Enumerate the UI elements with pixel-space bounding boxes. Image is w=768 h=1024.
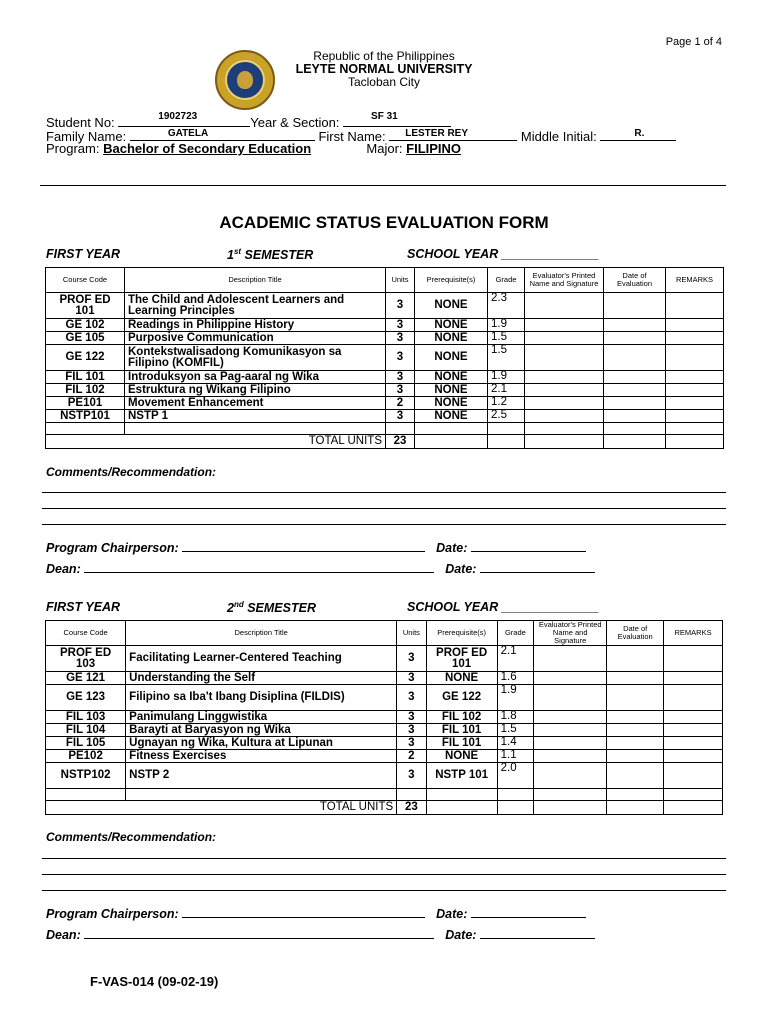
course-grade: 1.1 bbox=[497, 750, 534, 763]
table-row bbox=[46, 371, 724, 384]
course-prerequisite: NSTP 101 bbox=[426, 763, 497, 789]
course-code: PE101 bbox=[46, 397, 125, 410]
remarks-cell[interactable] bbox=[666, 332, 724, 345]
first-name-field[interactable] bbox=[389, 127, 517, 141]
table-row bbox=[46, 763, 723, 789]
evaluator-cell[interactable] bbox=[525, 345, 604, 371]
course-code: FIL 103 bbox=[46, 711, 126, 724]
col-evaluator: Evaluator's Printed Name and Signature bbox=[525, 268, 604, 293]
evaluator-cell[interactable] bbox=[534, 646, 607, 672]
col-course-code: Course Code bbox=[46, 621, 126, 646]
date-cell[interactable] bbox=[607, 724, 664, 737]
course-prerequisite: FIL 101 bbox=[426, 737, 497, 750]
evaluator-cell[interactable] bbox=[534, 672, 607, 685]
table-row bbox=[46, 397, 724, 410]
course-grade: 1.5 bbox=[488, 332, 525, 345]
course-units: 3 bbox=[397, 711, 426, 724]
sem1-semester: 1st SEMESTER bbox=[227, 247, 314, 263]
table-row bbox=[46, 646, 723, 672]
date-cell[interactable] bbox=[604, 371, 666, 384]
evaluator-cell[interactable] bbox=[534, 685, 607, 711]
evaluator-cell[interactable] bbox=[525, 371, 604, 384]
sem2-course-table bbox=[45, 620, 723, 815]
col-units: Units bbox=[386, 268, 415, 293]
course-grade: 1.8 bbox=[497, 711, 534, 724]
total-units-label: TOTAL UNITS bbox=[126, 801, 397, 815]
course-description: Barayti at Baryasyon ng Wika bbox=[126, 724, 397, 737]
col-remarks: REMARKS bbox=[666, 268, 724, 293]
chairperson-signature-field[interactable] bbox=[182, 905, 425, 918]
course-code: PE102 bbox=[46, 750, 126, 763]
university-city: Tacloban City bbox=[347, 75, 421, 89]
course-units: 3 bbox=[386, 293, 415, 319]
course-prerequisite: NONE bbox=[415, 384, 488, 397]
sem2-comments-label: Comments/Recommendation: bbox=[46, 830, 217, 844]
sem1-course-table bbox=[45, 267, 724, 449]
date-cell[interactable] bbox=[607, 737, 664, 750]
comment-line[interactable] bbox=[42, 524, 726, 525]
date-cell[interactable] bbox=[604, 319, 666, 332]
course-code: GE 121 bbox=[46, 672, 126, 685]
chairperson-label: Program Chairperson: bbox=[46, 541, 179, 555]
date-cell[interactable] bbox=[604, 397, 666, 410]
course-description: Movement Enhancement bbox=[125, 397, 386, 410]
total-units-value: 23 bbox=[386, 435, 415, 449]
course-prerequisite: NONE bbox=[426, 750, 497, 763]
table-row bbox=[46, 345, 724, 371]
course-units: 3 bbox=[397, 646, 426, 672]
col-course-code: Course Code bbox=[46, 268, 125, 293]
course-prerequisite: GE 122 bbox=[426, 685, 497, 711]
col-grade: Grade bbox=[488, 268, 525, 293]
course-code: NSTP101 bbox=[46, 410, 125, 423]
col-description: Description Title bbox=[125, 268, 386, 293]
table-row bbox=[46, 711, 723, 724]
col-prerequisite: Prerequisite(s) bbox=[426, 621, 497, 646]
col-remarks: REMARKS bbox=[664, 621, 723, 646]
course-grade: 1.6 bbox=[497, 672, 534, 685]
divider bbox=[40, 185, 726, 186]
first-name-label: First Name: bbox=[318, 129, 386, 144]
family-name-label: Family Name: bbox=[46, 129, 127, 144]
course-grade: 2.0 bbox=[497, 763, 534, 789]
course-grade: 2.3 bbox=[488, 293, 525, 319]
remarks-cell[interactable] bbox=[664, 750, 723, 763]
course-grade: 2.1 bbox=[497, 646, 534, 672]
page-number: Page 1 of 4 bbox=[665, 36, 722, 48]
date-cell[interactable] bbox=[604, 293, 666, 319]
date-cell[interactable] bbox=[607, 711, 664, 724]
form-code: F-VAS-014 (09-02-19) bbox=[90, 974, 219, 989]
chairperson-date-field[interactable] bbox=[471, 539, 586, 552]
middle-initial-label: Middle Initial: bbox=[520, 129, 597, 144]
remarks-cell[interactable] bbox=[664, 724, 723, 737]
major-label: Major: bbox=[366, 141, 403, 156]
course-grade: 2.1 bbox=[488, 384, 525, 397]
dean-signature-field[interactable] bbox=[84, 926, 434, 939]
course-units: 3 bbox=[386, 319, 415, 332]
sem2-chairperson-line bbox=[46, 905, 586, 921]
course-code: PROF ED 103 bbox=[46, 646, 126, 672]
evaluator-cell[interactable] bbox=[534, 750, 607, 763]
remarks-cell[interactable] bbox=[664, 685, 723, 711]
student-no-value: 1902723 bbox=[158, 111, 198, 122]
course-description: Panimulang Linggwistika bbox=[126, 711, 397, 724]
comment-line[interactable] bbox=[42, 492, 726, 493]
course-grade: 2.5 bbox=[488, 410, 525, 423]
evaluator-cell[interactable] bbox=[525, 397, 604, 410]
course-prerequisite: FIL 101 bbox=[426, 724, 497, 737]
sem2-school-year: SCHOOL YEAR ______________ bbox=[407, 600, 600, 614]
program-value: Bachelor of Secondary Education bbox=[103, 141, 312, 156]
course-code: GE 123 bbox=[46, 685, 126, 711]
course-prerequisite: NONE bbox=[415, 345, 488, 371]
date-cell[interactable] bbox=[607, 763, 664, 789]
chairperson-date-field[interactable] bbox=[471, 905, 586, 918]
course-prerequisite: NONE bbox=[415, 410, 488, 423]
family-name-value: GATELA bbox=[167, 128, 209, 139]
student-no-field[interactable] bbox=[118, 113, 250, 127]
col-grade: Grade bbox=[497, 621, 534, 646]
total-units-label: TOTAL UNITS bbox=[125, 435, 386, 449]
course-prerequisite: NONE bbox=[415, 371, 488, 384]
program-label: Program: bbox=[46, 141, 100, 156]
table-row bbox=[46, 737, 723, 750]
dean-label: Dean: bbox=[46, 928, 81, 942]
sem2-header-row bbox=[46, 621, 723, 646]
dean-label: Dean: bbox=[46, 562, 81, 576]
course-units: 2 bbox=[397, 750, 426, 763]
sem1-year: FIRST YEAR bbox=[46, 247, 121, 261]
program-line bbox=[46, 141, 461, 156]
date-cell[interactable] bbox=[607, 750, 664, 763]
course-code: FIL 105 bbox=[46, 737, 126, 750]
evaluator-cell[interactable] bbox=[534, 763, 607, 789]
course-grade: 1.5 bbox=[497, 724, 534, 737]
course-prerequisite: FIL 102 bbox=[426, 711, 497, 724]
course-code: GE 105 bbox=[46, 332, 125, 345]
col-evaluator: Evaluator's Printed Name and Signature bbox=[534, 621, 607, 646]
course-units: 3 bbox=[386, 371, 415, 384]
course-code: FIL 101 bbox=[46, 371, 125, 384]
course-units: 3 bbox=[386, 345, 415, 371]
evaluator-cell[interactable] bbox=[534, 724, 607, 737]
sem2-year: FIRST YEAR bbox=[46, 600, 121, 614]
remarks-cell[interactable] bbox=[666, 371, 724, 384]
comment-line[interactable] bbox=[42, 890, 726, 891]
col-units: Units bbox=[397, 621, 426, 646]
year-section-value: SF 31 bbox=[371, 111, 398, 122]
course-description: Kontekstwalisadong Komunikasyon sa Filipino (KOMFIL) bbox=[125, 345, 386, 371]
comment-line[interactable] bbox=[42, 858, 726, 859]
table-row-empty bbox=[46, 423, 724, 435]
course-grade: 1.2 bbox=[488, 397, 525, 410]
table-row bbox=[46, 319, 724, 332]
course-description: Fitness Exercises bbox=[126, 750, 397, 763]
first-name-value: LESTER REY bbox=[405, 128, 469, 139]
comment-line[interactable] bbox=[42, 508, 726, 509]
chairperson-label: Program Chairperson: bbox=[46, 907, 179, 921]
course-description: Understanding the Self bbox=[126, 672, 397, 685]
course-units: 3 bbox=[397, 685, 426, 711]
evaluator-cell[interactable] bbox=[534, 737, 607, 750]
course-prerequisite: NONE bbox=[415, 319, 488, 332]
course-grade: 1.9 bbox=[488, 371, 525, 384]
date-cell[interactable] bbox=[604, 384, 666, 397]
table-row bbox=[46, 685, 723, 711]
date-cell[interactable] bbox=[604, 410, 666, 423]
course-prerequisite: NONE bbox=[415, 293, 488, 319]
course-description: Readings in Philippine History bbox=[125, 319, 386, 332]
year-section-label: Year & Section: bbox=[250, 115, 340, 130]
course-code: GE 122 bbox=[46, 345, 125, 371]
course-units: 3 bbox=[397, 737, 426, 750]
form-title: ACADEMIC STATUS EVALUATION FORM bbox=[219, 213, 549, 232]
course-units: 3 bbox=[386, 332, 415, 345]
course-code: FIL 102 bbox=[46, 384, 125, 397]
date-label: Date: bbox=[436, 907, 468, 921]
student-no-label: Student No: bbox=[46, 115, 115, 130]
evaluator-cell[interactable] bbox=[525, 293, 604, 319]
col-prerequisite: Prerequisite(s) bbox=[415, 268, 488, 293]
chairperson-signature-field[interactable] bbox=[182, 539, 425, 552]
sem1-dean-line bbox=[46, 560, 595, 576]
course-units: 2 bbox=[386, 397, 415, 410]
table-row bbox=[46, 384, 724, 397]
university-name: LEYTE NORMAL UNIVERSITY bbox=[295, 62, 473, 76]
year-section-field[interactable] bbox=[343, 113, 451, 127]
remarks-cell[interactable] bbox=[666, 384, 724, 397]
evaluator-cell[interactable] bbox=[525, 319, 604, 332]
date-cell[interactable] bbox=[607, 646, 664, 672]
evaluator-cell[interactable] bbox=[534, 711, 607, 724]
remarks-cell[interactable] bbox=[666, 410, 724, 423]
date-cell[interactable] bbox=[607, 672, 664, 685]
sem1-school-year: SCHOOL YEAR ______________ bbox=[407, 247, 600, 261]
remarks-cell[interactable] bbox=[666, 397, 724, 410]
course-code: NSTP102 bbox=[46, 763, 126, 789]
col-date-of-evaluation: Date of Evaluation bbox=[604, 268, 666, 293]
evaluator-cell[interactable] bbox=[525, 332, 604, 345]
remarks-cell[interactable] bbox=[664, 737, 723, 750]
remarks-cell[interactable] bbox=[664, 763, 723, 789]
total-row bbox=[46, 435, 724, 449]
dean-date-field[interactable] bbox=[480, 560, 595, 573]
sem2-dean-line bbox=[46, 926, 595, 942]
course-code: GE 102 bbox=[46, 319, 125, 332]
table-row-empty bbox=[46, 789, 723, 801]
dean-signature-field[interactable] bbox=[84, 560, 434, 573]
remarks-cell[interactable] bbox=[664, 672, 723, 685]
course-description: Ugnayan ng Wika, Kultura at Lipunan bbox=[126, 737, 397, 750]
remarks-cell[interactable] bbox=[664, 646, 723, 672]
sem1-chairperson-line bbox=[46, 539, 586, 555]
course-units: 3 bbox=[386, 410, 415, 423]
sem1-header-row bbox=[46, 268, 724, 293]
evaluator-cell[interactable] bbox=[525, 384, 604, 397]
table-row bbox=[46, 410, 724, 423]
middle-initial-value: R. bbox=[634, 128, 645, 139]
date-cell[interactable] bbox=[607, 685, 664, 711]
course-units: 3 bbox=[386, 384, 415, 397]
total-row bbox=[46, 801, 723, 815]
col-date-of-evaluation: Date of Evaluation bbox=[607, 621, 664, 646]
course-description: Introduksyon sa Pag-aaral ng Wika bbox=[125, 371, 386, 384]
course-code: FIL 104 bbox=[46, 724, 126, 737]
date-label: Date: bbox=[445, 562, 477, 576]
table-row bbox=[46, 724, 723, 737]
course-prerequisite: NONE bbox=[415, 397, 488, 410]
course-grade: 1.5 bbox=[488, 345, 525, 371]
remarks-cell[interactable] bbox=[666, 319, 724, 332]
family-name-field[interactable] bbox=[130, 127, 315, 141]
sem2-semester: 2nd SEMESTER bbox=[227, 600, 316, 616]
course-units: 3 bbox=[397, 724, 426, 737]
date-cell[interactable] bbox=[604, 345, 666, 371]
remarks-cell[interactable] bbox=[666, 293, 724, 319]
course-prerequisite: NONE bbox=[415, 332, 488, 345]
remarks-cell[interactable] bbox=[664, 711, 723, 724]
course-prerequisite: PROF ED 101 bbox=[426, 646, 497, 672]
table-row bbox=[46, 672, 723, 685]
date-label: Date: bbox=[436, 541, 468, 555]
comment-line[interactable] bbox=[42, 874, 726, 875]
course-grade: 1.9 bbox=[488, 319, 525, 332]
course-code: PROF ED 101 bbox=[46, 293, 125, 319]
course-description: Estruktura ng Wikang Filipino bbox=[125, 384, 386, 397]
sem1-comments-label: Comments/Recommendation: bbox=[46, 465, 217, 479]
course-description: Purposive Communication bbox=[125, 332, 386, 345]
course-description: NSTP 1 bbox=[125, 410, 386, 423]
republic-line: Republic of the Philippines bbox=[313, 49, 455, 63]
course-description: Facilitating Learner-Centered Teaching bbox=[126, 646, 397, 672]
course-units: 3 bbox=[397, 763, 426, 789]
major-value: FILIPINO bbox=[406, 141, 462, 156]
course-prerequisite: NONE bbox=[426, 672, 497, 685]
total-units-value: 23 bbox=[397, 801, 426, 815]
col-description: Description Title bbox=[126, 621, 397, 646]
date-label: Date: bbox=[445, 928, 477, 942]
evaluator-cell[interactable] bbox=[525, 410, 604, 423]
course-units: 3 bbox=[397, 672, 426, 685]
course-grade: 1.9 bbox=[497, 685, 534, 711]
remarks-cell[interactable] bbox=[666, 345, 724, 371]
table-row bbox=[46, 332, 724, 345]
middle-initial-field[interactable] bbox=[600, 127, 676, 141]
course-description: NSTP 2 bbox=[126, 763, 397, 789]
table-row bbox=[46, 750, 723, 763]
course-description: Filipino sa Iba't Ibang Disiplina (FILDIS) bbox=[126, 685, 397, 711]
course-grade: 1.4 bbox=[497, 737, 534, 750]
course-description: The Child and Adolescent Learners and Learning Principles bbox=[125, 293, 386, 319]
dean-date-field[interactable] bbox=[480, 926, 595, 939]
table-row bbox=[46, 293, 724, 319]
date-cell[interactable] bbox=[604, 332, 666, 345]
